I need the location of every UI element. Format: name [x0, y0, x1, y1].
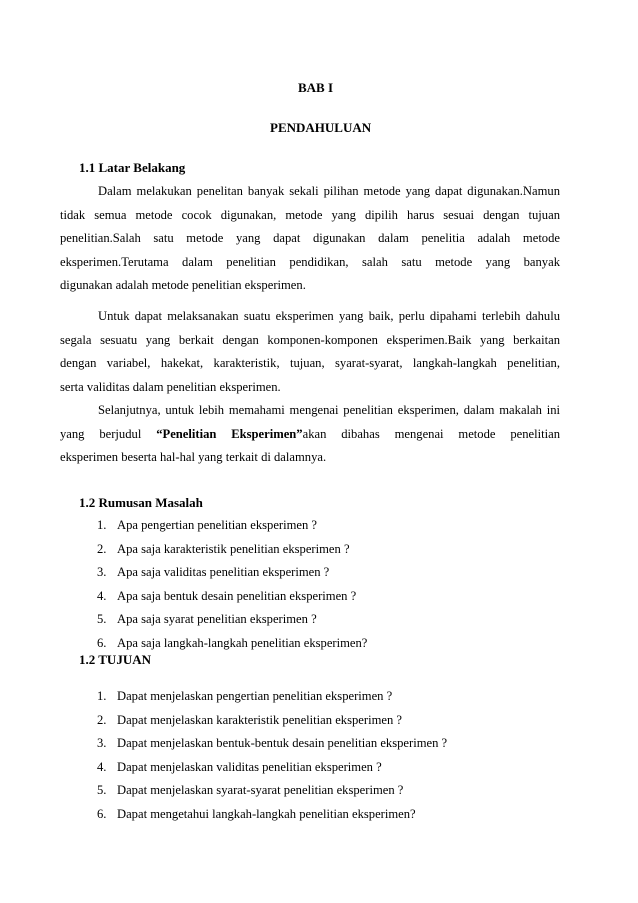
chapter-title: BAB I: [298, 80, 334, 95]
paragraph-line: digunakan adalah metode penelitian eksperimen.: [60, 278, 306, 292]
list-item: [97, 538, 567, 562]
paragraph-line: segala sesuatu yang berkait dengan komponen-komponen eksperimen.Baik yang berkaitan: [60, 332, 560, 347]
list-number: 1.: [97, 518, 107, 532]
list-item-text: Apa saja syarat penelitian eksperimen ?: [117, 612, 317, 626]
paragraph-line: serta validitas dalam penelitian eksperimen.: [60, 379, 281, 394]
list-number: 6.: [97, 806, 107, 821]
list-number: 4.: [97, 588, 107, 603]
paragraph-text: yang berjudul: [60, 426, 157, 441]
list-item: [97, 632, 567, 656]
list-item: [97, 709, 567, 733]
list-number: 5.: [97, 783, 107, 797]
list-item: [97, 585, 567, 609]
list-item: [97, 514, 567, 538]
paragraph-line: Dalam melakukan penelitan banyak sekali pilihan metode yang dapat digunakan.Namun: [98, 184, 560, 198]
paragraph-line: eksperimen beserta hal-hal yang terkait di dalamnya.: [60, 450, 327, 464]
section-heading-latar-belakang: 1.1 Latar Belakang: [79, 160, 186, 175]
list-item: [97, 756, 567, 780]
paragraph-3: [60, 399, 561, 470]
problem-list: [97, 514, 567, 655]
paragraph-text: akan dibahas mengenai metode penelitian: [302, 426, 561, 441]
list-number: 5.: [97, 612, 107, 626]
list-item: [97, 803, 567, 827]
paragraph-line: dengan variabel, hakekat, karakteristik, tujuan, syarat-syarat, langkah-langkah penelitian,: [60, 356, 560, 370]
paragraph-line: Untuk dapat melaksanakan suatu eksperimen yang baik, perlu dipahami terlebih dahulu: [98, 309, 560, 323]
list-item: [97, 732, 567, 756]
paragraph-1: [60, 180, 560, 298]
objective-list: [97, 685, 567, 826]
list-item: [97, 779, 567, 803]
list-item-text: Dapat menjelaskan validitas penelitian eksperimen ?: [117, 759, 382, 774]
list-item-text: Dapat menjelaskan karakteristik penelitian eksperimen ?: [117, 712, 402, 727]
list-number: 3.: [97, 736, 107, 750]
list-number: 3.: [97, 565, 107, 579]
paragraph-2: [60, 305, 560, 399]
paper-title-bold: “Penelitian Eksperimen”: [156, 426, 303, 441]
paragraph-line: penelitian.Salah satu metode yang dapat digunakan dalam penelitia adalah metode: [60, 231, 560, 245]
chapter-subtitle: PENDAHULUAN: [270, 120, 372, 135]
list-number: 2.: [97, 541, 107, 556]
paragraph-line: eksperimen.Terutama dalam penelitian pendidikan, salah satu metode yang banyak: [60, 254, 560, 269]
list-item-text: Apa pengertian penelitian eksperimen ?: [117, 518, 318, 532]
list-item-text: Dapat menjelaskan bentuk-bentuk desain penelitian eksperimen ?: [117, 736, 448, 750]
list-item: [97, 561, 567, 585]
list-item-text: Dapat mengetahui langkah-langkah penelitian eksperimen?: [117, 806, 416, 821]
list-item-text: Apa saja langkah-langkah penelitian eksperimen?: [117, 635, 368, 650]
list-item-text: Dapat menjelaskan syarat-syarat penelitian eksperimen ?: [117, 783, 404, 797]
list-item: [97, 685, 567, 709]
list-number: 4.: [97, 759, 107, 774]
list-item: [97, 608, 567, 632]
paragraph-line: tidak semua metode cocok digunakan, metode yang dipilih harus sesuai dengan tujuan: [60, 207, 560, 222]
list-item-text: Apa saja validitas penelitian eksperimen ?: [117, 565, 330, 579]
list-item-text: Apa saja bentuk desain penelitian eksperimen ?: [117, 588, 357, 603]
list-item-text: Dapat menjelaskan pengertian penelitian eksperimen ?: [117, 689, 393, 703]
list-item-text: Apa saja karakteristik penelitian eksperimen ?: [117, 541, 350, 556]
paragraph-line: [60, 423, 561, 447]
section-heading-tujuan: 1.2 TUJUAN: [79, 652, 151, 667]
list-number: 2.: [97, 712, 107, 727]
list-number: 1.: [97, 689, 107, 703]
section-heading-rumusan-masalah: 1.2 Rumusan Masalah: [79, 495, 203, 510]
paragraph-line: Selanjutnya, untuk lebih memahami mengenai penelitian eksperimen, dalam makalah ini: [98, 403, 560, 417]
list-number: 6.: [97, 635, 107, 650]
